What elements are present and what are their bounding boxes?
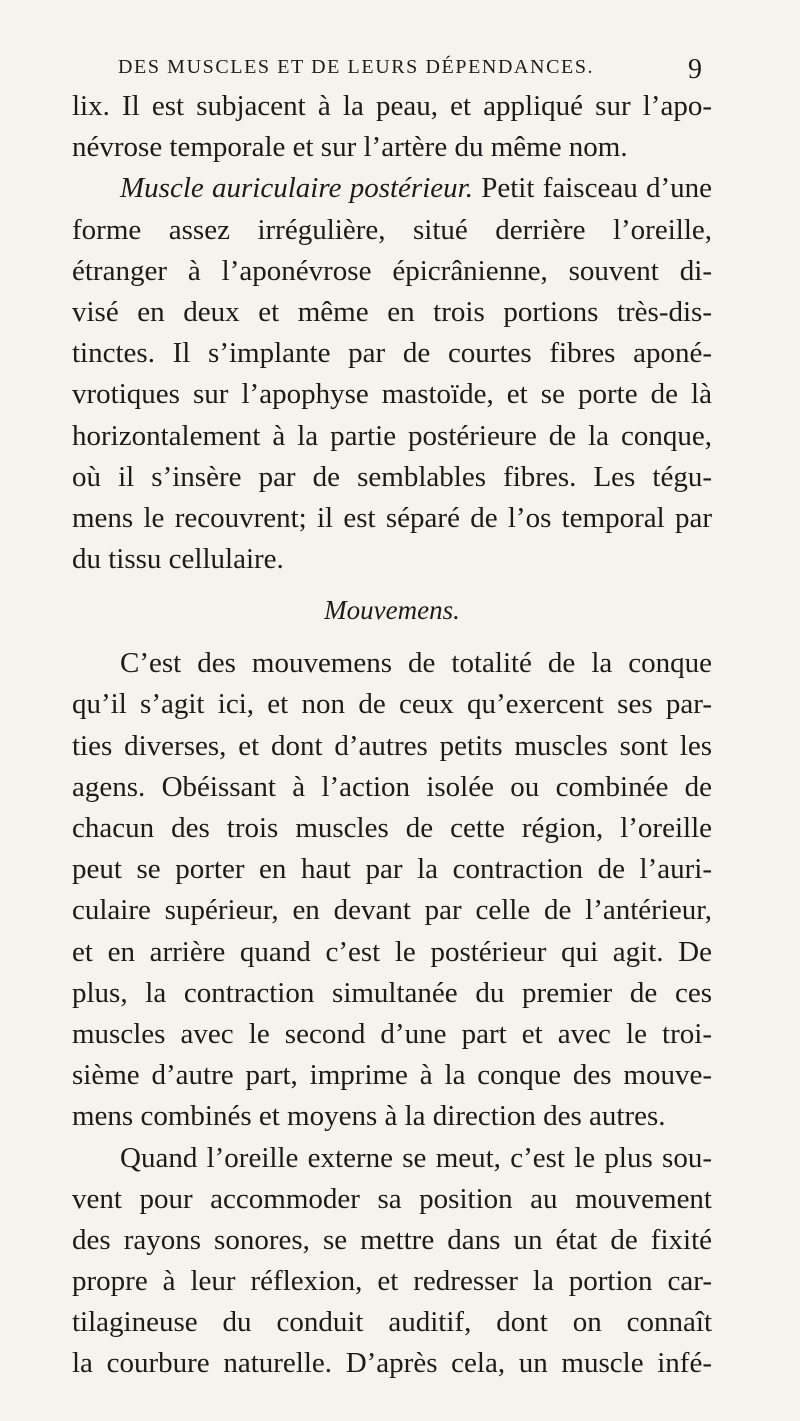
text-line: mens combinés et moyens à la direction des autres. [72, 1100, 666, 1133]
section-heading: Mouvemens. [324, 595, 460, 626]
text-line: sième d’autre part, imprime à la conque des mouve- [72, 1059, 712, 1092]
text-fragment: Petit faisceau d’une [472, 172, 712, 205]
text-line: qu’il s’agit ici, et non de ceux qu’exercent ses par- [72, 688, 712, 721]
page-number: 9 [688, 54, 702, 85]
text-line: tinctes. Il s’implante par de courtes fibres aponé- [72, 337, 712, 370]
text-line: Quand l’oreille externe se meut, c’est le plus sou- [120, 1141, 712, 1174]
text-line: C’est des mouvemens de totalité de la conque [120, 647, 712, 680]
text-line: névrose temporale et sur l’artère du même nom. [72, 131, 628, 164]
muscle-title: Muscle auriculaire postérieur. [120, 172, 473, 205]
text-line: vrotiques sur l’apophyse mastoïde, et se porte de là [72, 378, 712, 411]
text-line: où il s’insère par de semblables fibres. Les tégu- [72, 460, 712, 493]
text-line: forme assez irrégulière, situé derrière l’oreille, [72, 213, 712, 246]
text-line [72, 168, 712, 209]
text-line: plus, la contraction simultanée du premier de ces [72, 976, 712, 1009]
text-line: tilagineuse du conduit auditif, dont on connaît [72, 1306, 712, 1339]
text-line: du tissu cellulaire. [72, 543, 284, 576]
body-text [72, 86, 712, 1385]
text-line: muscles avec le second d’une part et avec le troi- [72, 1017, 712, 1050]
text-line: lix. Il est subjacent à la peau, et appliqué sur l’apo- [72, 90, 712, 122]
running-head: DES MUSCLES ET DE LEURS DÉPENDANCES. [118, 56, 595, 78]
text-line: mens le recouvrent; il est séparé de l’os temporal par [72, 501, 712, 534]
text-line: propre à leur réflexion, et redresser la portion car- [72, 1265, 712, 1298]
text-line: horizontalement à la partie postérieure de la conque, [72, 419, 712, 452]
text-line: visé en deux et même en trois portions très-dis- [72, 295, 712, 328]
text-line: des rayons sonores, se mettre dans un état de fixité [72, 1223, 712, 1256]
text-line: ties diverses, et dont d’autres petits muscles sont les [72, 729, 712, 762]
text-line: culaire supérieur, en devant par celle de l’antérieur, [72, 894, 712, 927]
text-line: et en arrière quand c’est le postérieur qui agit. De [72, 935, 712, 968]
heading-spacer [72, 633, 712, 643]
text-line: chacun des trois muscles de cette région, l’oreille [72, 812, 712, 844]
text-line: étranger à l’aponévrose épicrânienne, souvent di- [72, 254, 712, 287]
text-line: vent pour accommoder sa position au mouvement [72, 1182, 712, 1215]
text-line: agens. Obéissant à l’action isolée ou combinée de [72, 770, 712, 803]
text-line: la courbure naturelle. D’après cela, un muscle infé- [72, 1347, 712, 1380]
text-line: peut se porter en haut par la contraction de l’auri- [72, 853, 712, 886]
